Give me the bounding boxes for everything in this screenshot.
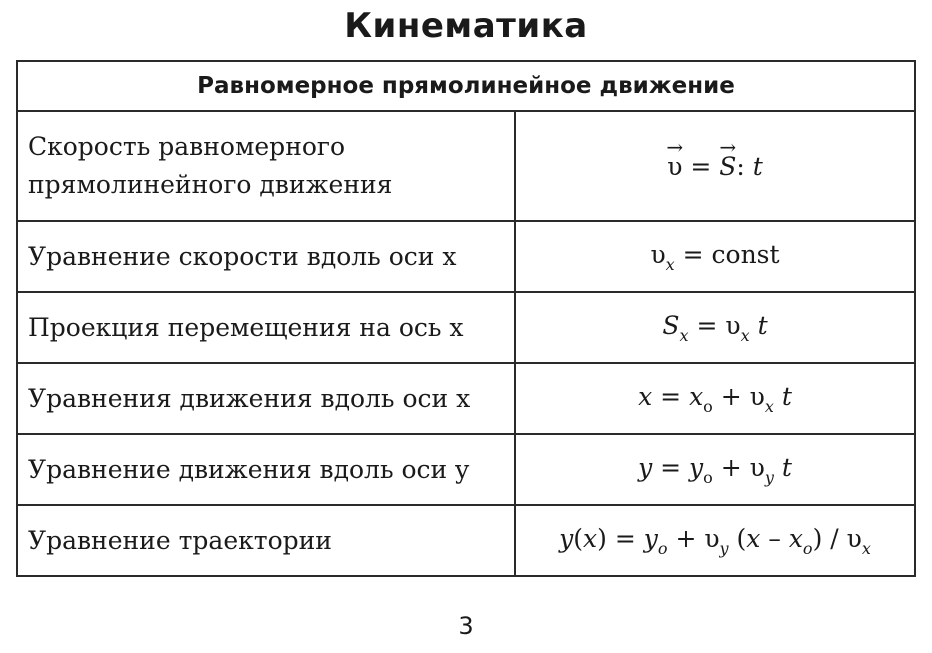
table-row (17, 111, 915, 221)
row-label: Проекция перемещения на ось x (17, 292, 515, 363)
table-row (17, 434, 915, 505)
row-label: Уравнение движения вдоль оси y (17, 434, 515, 505)
row-formula: $y(x) = y_o + \upsilon_y$ $(x - x_o) / \upsilon_x$ (515, 505, 915, 576)
row-label (17, 111, 515, 221)
row-formula: $\upsilon_x$ = const (515, 221, 915, 292)
row-formula: → υ = → S: t (515, 111, 915, 221)
displacement-vector: → S (719, 152, 736, 181)
row-label-line1: Скорость равномерного (28, 132, 346, 161)
row-label: Уравнения движения вдоль оси x (17, 363, 515, 434)
table-row (17, 363, 915, 434)
formula-table (16, 60, 916, 577)
velocity-vector: → υ (667, 152, 682, 181)
page-title: Кинематика (344, 6, 588, 46)
row-label: Уравнение траектории (17, 505, 515, 576)
row-formula: $x = x_o + \upsilon_x$ t (515, 363, 915, 434)
row-label: Уравнение скорости вдоль оси x (17, 221, 515, 292)
row-formula: $y = y_o + \upsilon_y$ t (515, 434, 915, 505)
row-label-line2: прямолинейного движения (28, 170, 393, 199)
table-header: Равномерное прямолинейное движение (17, 61, 915, 111)
row-formula: $S_x = \upsilon_x$ t (515, 292, 915, 363)
table-row (17, 505, 915, 576)
table-row (17, 221, 915, 292)
table-row (17, 292, 915, 363)
page-number: 3 (458, 612, 474, 640)
